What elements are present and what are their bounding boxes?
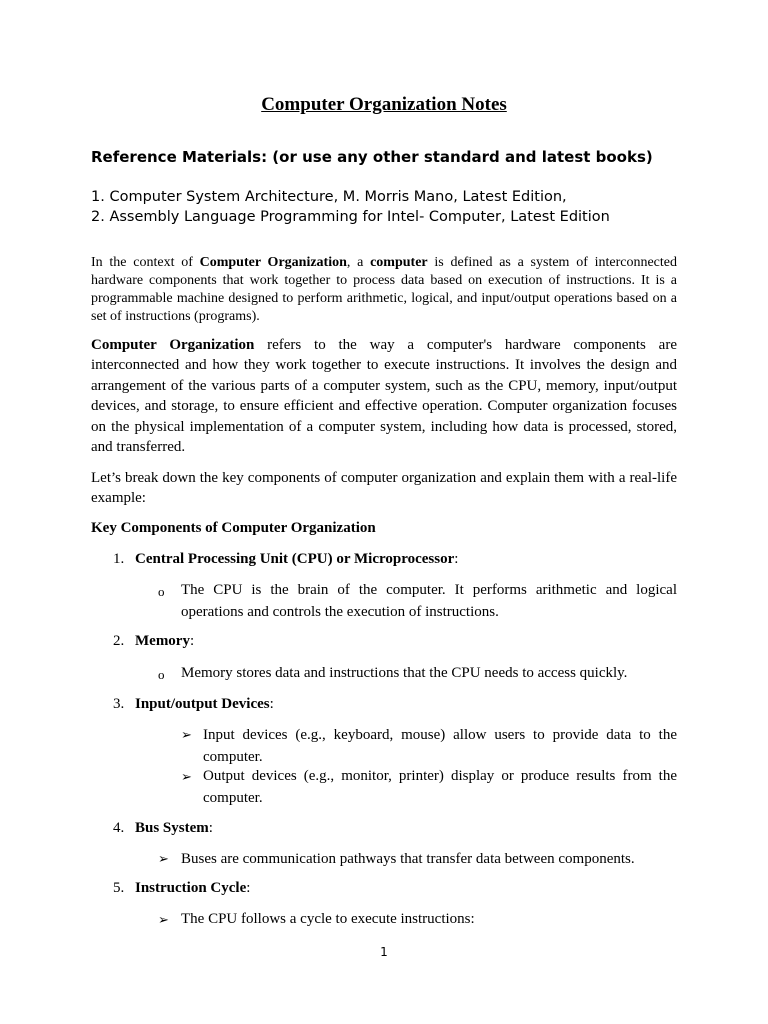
intro-bold-term: computer <box>370 255 428 270</box>
sub-item: Buses are communication pathways that transfer data between components. <box>181 851 635 867</box>
item-number: 2. <box>113 633 125 649</box>
intro-text: is defined as a system of interconnected hardware components that work together to process data based on execution of instructions. It is a programmable machine designed to perform arithmetic, logical, and input/output operations based on a set of instructions (programs). <box>91 255 677 324</box>
item-title: Bus System <box>135 820 209 836</box>
reference-item: 2. Assembly Language Programming for Intel- Computer, Latest Edition <box>91 209 610 225</box>
item-title: Memory <box>135 633 190 649</box>
list-item <box>113 696 274 713</box>
sub-item: Output devices (e.g., monitor, printer) display or produce results from the computer. <box>203 768 677 806</box>
section-heading: Key Components of Computer Organization <box>91 520 376 536</box>
sub-item: The CPU is the brain of the computer. It performs arithmetic and logical operations and controls the execution of instructions. <box>181 582 677 620</box>
intro-paragraph <box>91 254 677 326</box>
breakdown-paragraph: Let’s break down the key components of computer organization and explain them with a real-life example: <box>91 470 677 507</box>
intro-bold-term: Computer Organization <box>199 255 347 270</box>
circle-bullet-icon: o <box>158 584 165 599</box>
organization-paragraph <box>91 335 677 457</box>
arrow-bullet-icon: ➢ <box>158 852 169 867</box>
list-item <box>113 820 213 837</box>
item-colon: : <box>208 820 213 836</box>
item-colon: : <box>246 880 251 896</box>
item-title: Input/output Devices <box>135 696 270 712</box>
item-number: 5. <box>113 880 125 896</box>
item-title: Central Processing Unit (CPU) or Microprocessor <box>135 551 455 567</box>
intro-text: In the context of <box>91 255 200 270</box>
bold-term: Computer Organization <box>91 337 255 353</box>
reference-list <box>91 187 610 227</box>
item-number: 1. <box>113 551 125 567</box>
sub-item: Input devices (e.g., keyboard, mouse) allow users to provide data to the computer. <box>203 727 677 765</box>
paragraph-text: refers to the way a computer's hardware components are interconnected and how they work together to execute instructions. It involves the design and arrangement of the various parts of a computer system, such as the CPU, memory, input/output devices, and storage, to ensure efficient and effective operation. Computer organization focuses on the physical implementation of a computer system, including how data is processed, stored, and transferred. <box>91 337 677 456</box>
intro-text: , a <box>346 255 371 270</box>
reference-heading: Reference Materials: (or use any other standard and latest books) <box>91 148 653 166</box>
item-colon: : <box>189 633 195 649</box>
arrow-bullet-icon: ➢ <box>181 770 192 785</box>
item-colon: : <box>269 696 274 712</box>
item-number: 3. <box>113 696 125 712</box>
item-colon: : <box>454 551 459 567</box>
sub-item: Memory stores data and instructions that the CPU needs to access quickly. <box>181 665 628 681</box>
list-item <box>113 633 194 650</box>
arrow-bullet-icon: ➢ <box>158 913 169 928</box>
list-item <box>113 880 250 897</box>
arrow-bullet-icon: ➢ <box>181 728 192 743</box>
page-number: 1 <box>380 945 388 959</box>
list-item <box>113 551 458 568</box>
item-title: Instruction Cycle <box>135 880 247 896</box>
sub-item: The CPU follows a cycle to execute instructions: <box>181 911 475 927</box>
page-title: Computer Organization Notes <box>261 94 507 115</box>
item-number: 4. <box>113 820 125 836</box>
circle-bullet-icon: o <box>158 667 165 682</box>
reference-item: 1. Computer System Architecture, M. Morris Mano, Latest Edition, <box>91 189 567 205</box>
